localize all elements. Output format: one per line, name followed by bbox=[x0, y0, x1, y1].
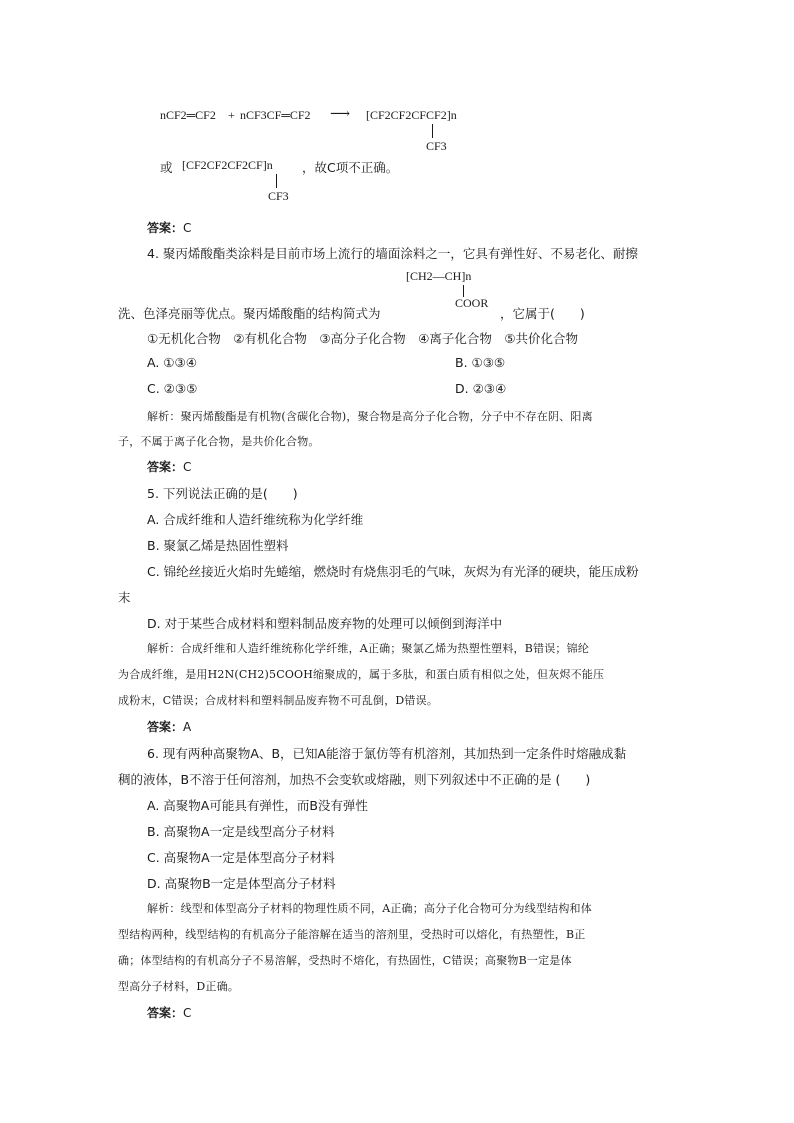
answer-label: 答案： bbox=[147, 221, 184, 235]
explanation: 子，不属于离子化合物，是共价化合物。 bbox=[118, 435, 320, 448]
answer-value: A bbox=[183, 720, 192, 734]
choice-list: ①无机化合物 ②有机化合物 ③高分子化合物 ④离子化合物 ⑤共价化合物 bbox=[147, 331, 579, 346]
plus-sign: + bbox=[228, 108, 235, 122]
explanation: 成粉末，C错误；合成材料和塑料制品废弃物不可乱倒，D错误。 bbox=[118, 694, 439, 707]
option-a: A. 高聚物A可能具有弹性，而B没有弹性 bbox=[147, 798, 368, 813]
question-stem: 6. 现有两种高聚物A、B，已知A能溶于氯仿等有机溶剂，其加热到一定条件时熔融成黏 bbox=[147, 746, 627, 761]
explanation: 解析：聚丙烯酸酯是有机物(含碳化合物)，聚合物是高分子化合物，分子中不存在阴、阳离 bbox=[147, 410, 593, 423]
answer-line bbox=[147, 1004, 191, 1021]
product-2-branch: CF3 bbox=[268, 189, 289, 203]
question-stem: 4. 聚丙烯酸酯类涂料是目前市场上流行的墙面涂料之一，它具有弹性好、不易老化、耐擦 bbox=[147, 246, 638, 261]
option-d: D. 高聚物B一定是体型高分子材料 bbox=[147, 876, 336, 891]
question-stem: 稠的液体，B不溶于任何溶剂，加热不会变软或熔融，则下列叙述中不正确的是 ( ) bbox=[118, 772, 591, 787]
option-d: D. 对于某些合成材料和塑料制品废弃物的处理可以倾倒到海洋中 bbox=[147, 616, 503, 631]
product-2: [CF2CF2CF2CF]n bbox=[182, 158, 273, 172]
question-stem-tail: ，它属于( ) bbox=[500, 306, 585, 321]
explanation: 为合成纤维，是用H2N(CH2)5COOH缩聚成的，属于多肽，和蛋白质有相似之处，但灰烬不能压 bbox=[118, 668, 605, 681]
reaction-arrow: ⟶ bbox=[330, 107, 351, 122]
option-c-cont: 末 bbox=[118, 590, 131, 605]
or-word: 或 bbox=[160, 160, 173, 175]
option-b: B. ①③⑤ bbox=[455, 355, 506, 370]
option-c: C. 高聚物A一定是体型高分子材料 bbox=[147, 850, 335, 865]
question-stem: 洗、色泽亮丽等优点。聚丙烯酸酯的结构简式为 bbox=[118, 306, 381, 321]
structure-main: [CH2—CH]n bbox=[406, 269, 472, 283]
branch-bond bbox=[432, 124, 433, 138]
explanation: 解析：合成纤维和人造纤维统称化学纤维，A正确；聚氯乙烯为热塑性塑料，B错误；锦纶 bbox=[147, 642, 590, 655]
option-a: A. ①③④ bbox=[147, 355, 197, 370]
structure-branch: COOR bbox=[455, 296, 489, 310]
option-d: D. ②③④ bbox=[455, 381, 507, 396]
reactant-2: nCF3CF═CF2 bbox=[240, 108, 311, 122]
product-1-branch: CF3 bbox=[426, 139, 447, 153]
explanation: 确；体型结构的有机高分子不易溶解，受热时不熔化，有热固性，C错误；高聚物B一定是体 bbox=[118, 954, 572, 967]
answer-label: 答案： bbox=[147, 460, 184, 474]
explanation: 型高分子材料，D正确。 bbox=[118, 980, 240, 993]
option-a: A. 合成纤维和人造纤维统称为化学纤维 bbox=[147, 512, 364, 527]
answer-label: 答案： bbox=[147, 1006, 184, 1020]
option-c: C. 锦纶丝接近火焰时先蜷缩，燃烧时有烧焦羽毛的气味，灰烬为有光泽的硬块，能压成粉 bbox=[147, 564, 639, 579]
explanation: 解析：线型和体型高分子材料的物理性质不同，A正确；高分子化合物可分为线型结构和体 bbox=[147, 902, 592, 915]
reactant-1: nCF2═CF2 bbox=[160, 108, 216, 122]
reaction-conclusion: ，故C项不正确。 bbox=[302, 160, 399, 175]
explanation: 型结构两种，线型结构的有机高分子能溶解在适当的溶剂里，受热时可以熔化，有热塑性，B正 bbox=[118, 928, 586, 941]
answer-line bbox=[147, 458, 191, 475]
option-b: B. 高聚物A一定是线型高分子材料 bbox=[147, 824, 335, 839]
branch-bond bbox=[276, 174, 277, 188]
answer-label: 答案： bbox=[147, 720, 184, 734]
option-b: B. 聚氯乙烯是热固性塑料 bbox=[147, 538, 289, 553]
option-c: C. ②③⑤ bbox=[147, 381, 198, 396]
product-1: [CF2CF2CFCF2]n bbox=[366, 108, 457, 122]
answer-value: C bbox=[183, 460, 192, 474]
question-stem: 5. 下列说法正确的是( ) bbox=[147, 486, 298, 501]
answer-line bbox=[147, 219, 191, 236]
answer-value: C bbox=[183, 221, 192, 235]
answer-value: C bbox=[183, 1006, 192, 1020]
answer-line bbox=[147, 718, 191, 735]
